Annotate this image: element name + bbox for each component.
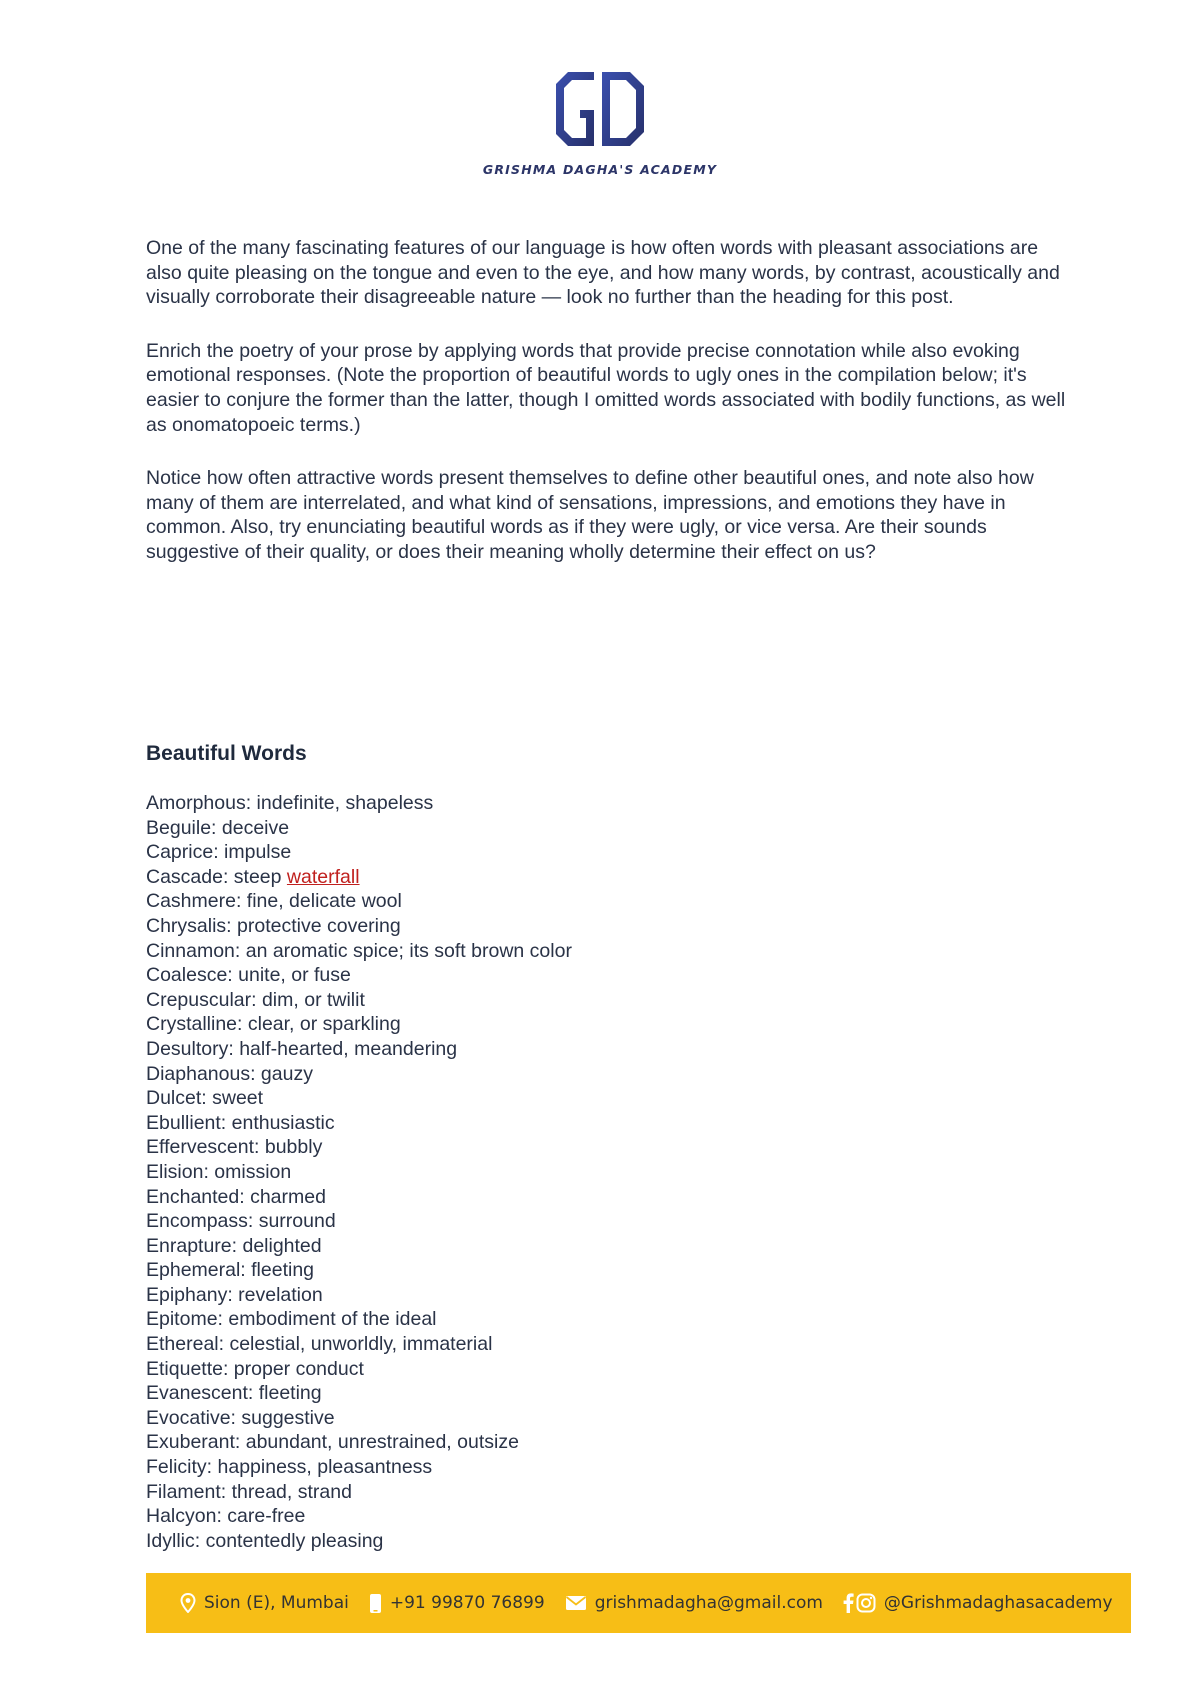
list-item: Idyllic: contentedly pleasing [146,1529,384,1552]
footer-social-handle[interactable]: @Grishmadaghasacademy [883,1593,1113,1613]
footer-social[interactable] [843,1593,1113,1613]
gd-logo-icon [550,66,650,152]
list-item: Cashmere: fine, delicate wool [146,890,402,913]
list-item: Coalesce: unite, or fuse [146,964,351,987]
list-item: Amorphous: indefinite, shapeless [146,792,434,814]
list-item: Elision: omission [146,1160,292,1183]
list-item: Caprice: impulse [146,841,292,864]
list-item: Ephemeral: fleeting [146,1259,315,1282]
footer-phone-text[interactable]: +91 99870 76899 [389,1593,545,1613]
list-item: Enchanted: charmed [146,1185,326,1208]
list-item: Enrapture: delighted [146,1234,322,1257]
list-item: Crystalline: clear, or sparkling [146,1013,401,1036]
intro-section [146,236,1066,594]
list-item: Desultory: half-hearted, meandering [146,1037,458,1060]
list-item-text: Cascade: steep [146,865,287,888]
list-item: Evanescent: fleeting [146,1382,322,1405]
list-item: Crepuscular: dim, or twilit [146,988,365,1011]
intro-paragraph-3: Notice how often attractive words present themselves to define other beautiful ones, and note also how many of them are interrelated, and what kind of sensations, impressions, and emotions they have in common. Also, try enunciating beautiful words as if they were ugly, or vice versa. Are their sounds suggestive of their quality, or does their meaning wholly determine their effect on us? [146,467,1034,563]
list-item: Felicity: happiness, pleasantness [146,1456,433,1479]
phone-icon [369,1593,382,1614]
footer-email-text[interactable]: grishmadagha@gmail.com [594,1593,823,1613]
intro-paragraph-2: Enrich the poetry of your prose by applying words that provide precise connotation while also evoking emotional responses. (Note the proportion of beautiful words to ugly ones in the compilation below; it's easier to conjure the former than the latter, though I omitted words associated with bodily functions, as well as onomatopoeic terms.) [146,339,1066,436]
waterfall-link[interactable]: waterfall [286,865,360,888]
list-item: Halcyon: care-free [146,1505,306,1528]
list-item: Effervescent: bubbly [146,1136,323,1159]
footer-location-text: Sion (E), Mumbai [204,1593,349,1613]
list-item: Chrysalis: protective covering [146,914,401,937]
list-item: Encompass: surround [146,1210,336,1233]
facebook-icon[interactable] [843,1593,854,1613]
location-pin-icon [180,1593,196,1613]
instagram-icon[interactable] [856,1593,876,1613]
footer-email[interactable] [565,1593,823,1613]
mail-icon [565,1595,587,1611]
list-item: Ethereal: celestial, unworldly, immaterial [146,1333,493,1356]
academy-logo [0,66,1200,177]
academy-name: GRISHMA DAGHA'S ACADEMY [482,162,718,177]
list-item: Etiquette: proper conduct [146,1357,364,1380]
list-item: Epitome: embodiment of the ideal [146,1308,437,1331]
list-item [146,865,572,890]
intro-paragraph-1: One of the many fascinating features of our language is how often words with pleasant associations are also quite pleasing on the tongue and even to the eye, and how many words, by contrast, acoustically and visually corroborate their disagreeable nature — look no further than the heading for this post. [146,237,1060,309]
contact-footer [146,1573,1131,1633]
list-item: Epiphany: revelation [146,1283,323,1306]
list-item: Beguile: deceive [146,816,290,839]
list-item: Filament: thread, strand [146,1480,352,1503]
list-item: Ebullient: enthusiastic [146,1111,335,1134]
list-item: Cinnamon: an aromatic spice; its soft brown color [146,939,572,962]
list-item: Dulcet: sweet [146,1087,264,1110]
list-item: Evocative: suggestive [146,1406,335,1429]
beautiful-words-list [146,791,572,1553]
beautiful-words-heading: Beautiful Words [146,742,307,765]
list-item: Exuberant: abundant, unrestrained, outsize [146,1431,519,1454]
footer-phone[interactable] [369,1593,545,1614]
list-item: Diaphanous: gauzy [146,1062,313,1085]
footer-location [180,1593,349,1613]
